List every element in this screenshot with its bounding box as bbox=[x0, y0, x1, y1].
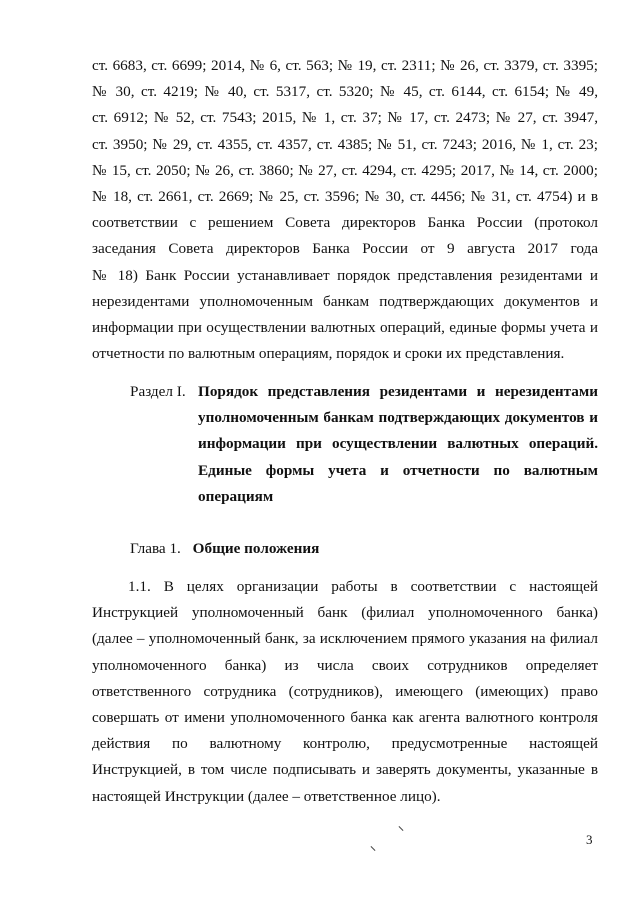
section-title-line: Единые формы учета и отчетности по валютным bbox=[198, 461, 598, 479]
intro-line: ст. 6683, ст. 6699; 2014, № 6, ст. 563; № 19, ст. 2311; № 26, ст. 3379, ст. 3395; bbox=[92, 57, 598, 74]
chapter-label: Глава 1. bbox=[130, 540, 181, 557]
section-title-line: уполномоченным банкам подтверждающих документов и bbox=[198, 409, 598, 427]
section-title-line: операциям bbox=[198, 487, 274, 505]
intro-line: № 30, ст. 4219; № 40, ст. 5317, ст. 5320; № 45, ст. 6144, ст. 6154; № 49, bbox=[92, 83, 598, 101]
paragraph-line: ответственного сотрудника (сотрудников), имеющего (имеющих) право bbox=[92, 682, 598, 700]
paragraph-line: Инструкцией уполномоченный банк (филиал уполномоченного банка) bbox=[92, 604, 598, 622]
paragraph-line: совершать от имени уполномоченного банка как агента валютного контроля bbox=[92, 709, 598, 727]
intro-line: № 15, ст. 2050; № 26, ст. 3860; № 27, ст. 4294, ст. 4295; 2017, № 14, ст. 2000; bbox=[92, 161, 598, 179]
intro-line: № 18) Банк России устанавливает порядок представления резидентами и bbox=[92, 266, 598, 284]
section-label: Раздел I. bbox=[130, 383, 186, 400]
paragraph-1-1 bbox=[92, 574, 598, 810]
intro-line: ст. 3950; № 29, ст. 4355, ст. 4357, ст. 4385; № 51, ст. 7243; 2016, № 1, ст. 23; bbox=[92, 135, 598, 153]
paragraph-line: действия по валютному контролю, предусмотренные настоящей bbox=[92, 735, 598, 753]
section-title bbox=[198, 379, 598, 510]
page-number: 3 bbox=[586, 832, 593, 847]
intro-line: соответствии с решением Совета директоров Банка России (протокол bbox=[92, 214, 598, 232]
section-title-line: информации при осуществлении валютных операций. bbox=[198, 435, 598, 453]
paragraph-line: 1.1. В целях организации работы в соответствии с настоящей bbox=[128, 578, 598, 595]
paragraph-line: настоящей Инструкции (далее – ответственное лицо). bbox=[92, 787, 441, 805]
chapter-title: Общие положения bbox=[192, 540, 320, 557]
intro-line: информации при осуществлении валютных операций, единые формы учета и bbox=[92, 319, 598, 337]
intro-line: нерезидентами уполномоченным банкам подтверждающих документов и bbox=[92, 292, 598, 310]
intro-line: заседания Совета директоров Банка России от 9 августа 2017 года bbox=[92, 240, 598, 258]
paragraph-line: Инструкцией, в том числе подписывать и заверять документы, указанные в bbox=[92, 761, 598, 779]
scan-artifact bbox=[399, 826, 404, 831]
paragraph-line: (далее – уполномоченный банк, за исключением прямого указания на филиал bbox=[92, 630, 598, 648]
intro-paragraph bbox=[92, 53, 598, 367]
intro-line: ст. 6912; № 52, ст. 7543; 2015, № 1, ст. 37; № 17, ст. 2473; № 27, ст. 3947, bbox=[92, 109, 598, 127]
scan-artifact bbox=[371, 846, 376, 851]
intro-line: № 18, ст. 2661, ст. 2669; № 25, ст. 3596; № 30, ст. 4456; № 31, ст. 4754) и в bbox=[92, 188, 598, 206]
chapter-heading bbox=[130, 536, 319, 562]
paragraph-line: уполномоченного банка) из числа своих сотрудников определяет bbox=[92, 656, 598, 674]
intro-line: отчетности по валютным операциям, порядок и сроки их представления. bbox=[92, 345, 565, 363]
section-title-line: Порядок представления резидентами и нерезидентами bbox=[198, 383, 598, 400]
